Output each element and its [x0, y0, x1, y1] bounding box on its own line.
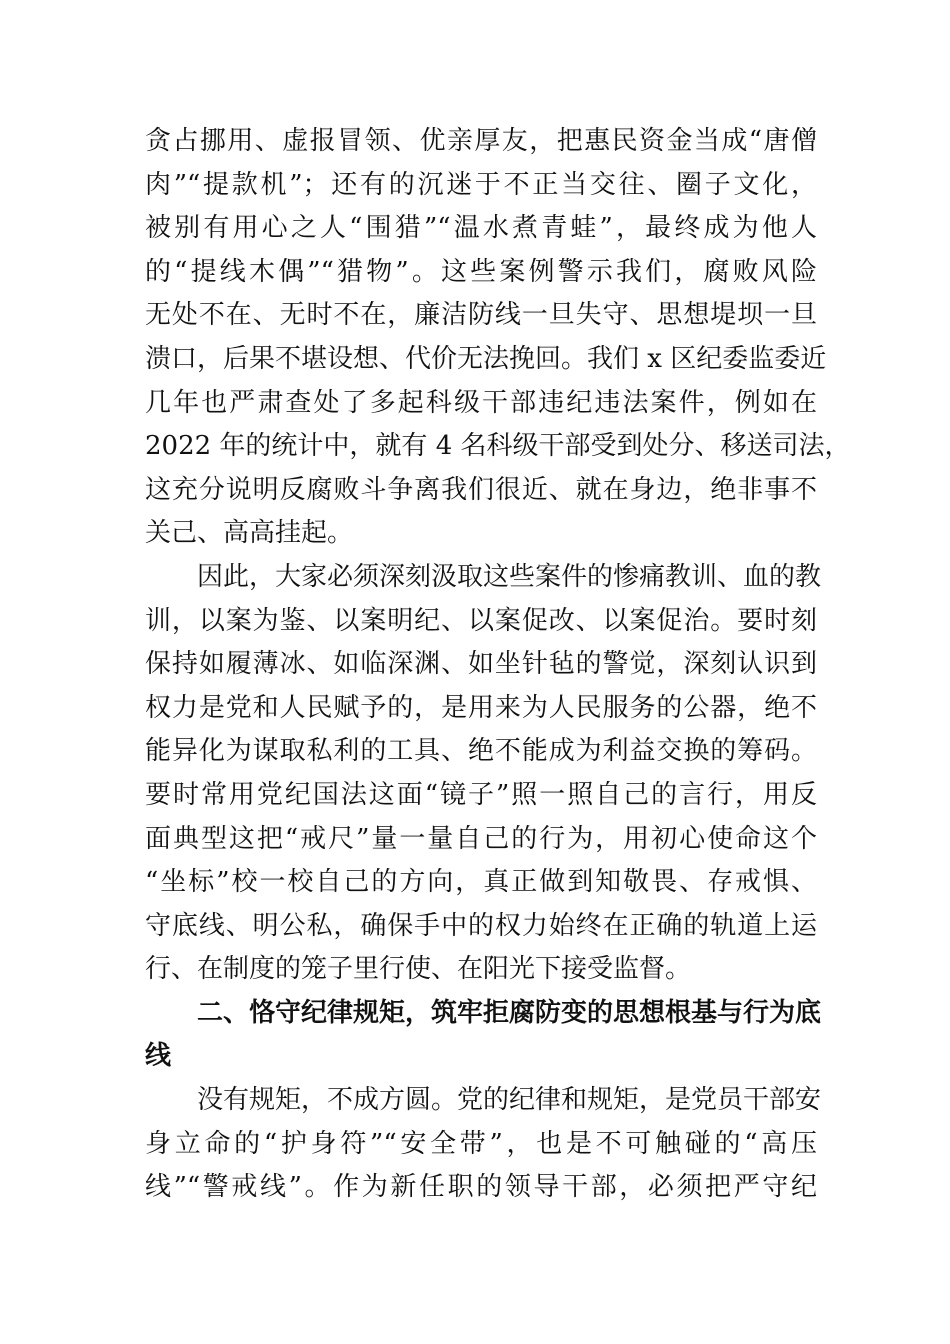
section-heading: [145, 992, 822, 1079]
paragraph-lessons: [145, 556, 822, 992]
heading-line: 线: [145, 1041, 172, 1072]
text-line: 要时常用党纪国法这面“镜子”照一照自己的言行，用反: [145, 779, 817, 810]
text-line: 训，以案为鉴、以案明纪、以案促改、以案促治。要时刻: [145, 605, 817, 636]
text-line: 线”“警戒线”。作为新任职的领导干部，必须把严守纪: [145, 1172, 817, 1203]
text-line: 行、在制度的笼子里行使、在阳光下接受监督。: [145, 954, 692, 985]
document-body: [145, 120, 851, 1210]
text-line: 权力是党和人民赋予的，是用来为人民服务的公器，绝不: [145, 692, 817, 723]
text-line: 能异化为谋取私利的工具、绝不能成为利益交换的筹码。: [145, 736, 817, 767]
text-line: 保持如履薄冰、如临深渊、如坐针毡的警觉，深刻认识到: [145, 649, 817, 680]
text-line: 贪占挪用、虚报冒领、优亲厚友，把惠民资金当成“唐僧: [145, 126, 817, 156]
text-line: 没有规矩，不成方圆。党的纪律和规矩，是党员干部安: [145, 1085, 822, 1116]
text-line: 几年也严肃查处了多起科级干部违纪违法案件，例如在: [145, 387, 817, 418]
text-line: 被别有用心之人“围猎”“温水煮青蛙”，最终成为他人: [145, 213, 817, 244]
text-line: 无处不在、无时不在，廉洁防线一旦失守、思想堤坝一旦: [145, 300, 817, 331]
text-line: 关己、高高挂起。: [145, 518, 354, 549]
text-line: “坐标”校一校自己的方向，真正做到知敬畏、存戒惧、: [145, 867, 817, 898]
text-line: 因此，大家必须深刻汲取这些案件的惨痛教训、血的教: [145, 561, 822, 592]
paragraph-discipline: [145, 1079, 822, 1210]
text-line: 肉”“提款机”；还有的沉迷于不正当交往、圈子文化，: [145, 169, 817, 200]
text-line: 守底线、明公私，确保手中的权力始终在正确的轨道上运: [145, 910, 817, 941]
text-line: 身立命的“护身符”“安全带”，也是不可触碰的“高压: [145, 1128, 817, 1159]
heading-line: 二、恪守纪律规矩，筑牢拒腐防变的思想根基与行为底: [145, 997, 822, 1028]
text-line: 这充分说明反腐败斗争离我们很近、就在身边，绝非事不: [145, 474, 817, 505]
text-line: 的“提线木偶”“猎物”。这些案例警示我们，腐败风险: [145, 256, 817, 287]
paragraph-case-warning: [145, 120, 851, 556]
text-line: 面典型这把“戒尺”量一量自己的行为，用初心使命这个: [145, 823, 817, 854]
text-line: 2022 年的统计中，就有 4 名科级干部受到处分、移送司法，: [145, 431, 851, 462]
text-line: 溃口，后果不堪设想、代价无法挽回。我们 x 区纪委监委近: [145, 343, 827, 374]
